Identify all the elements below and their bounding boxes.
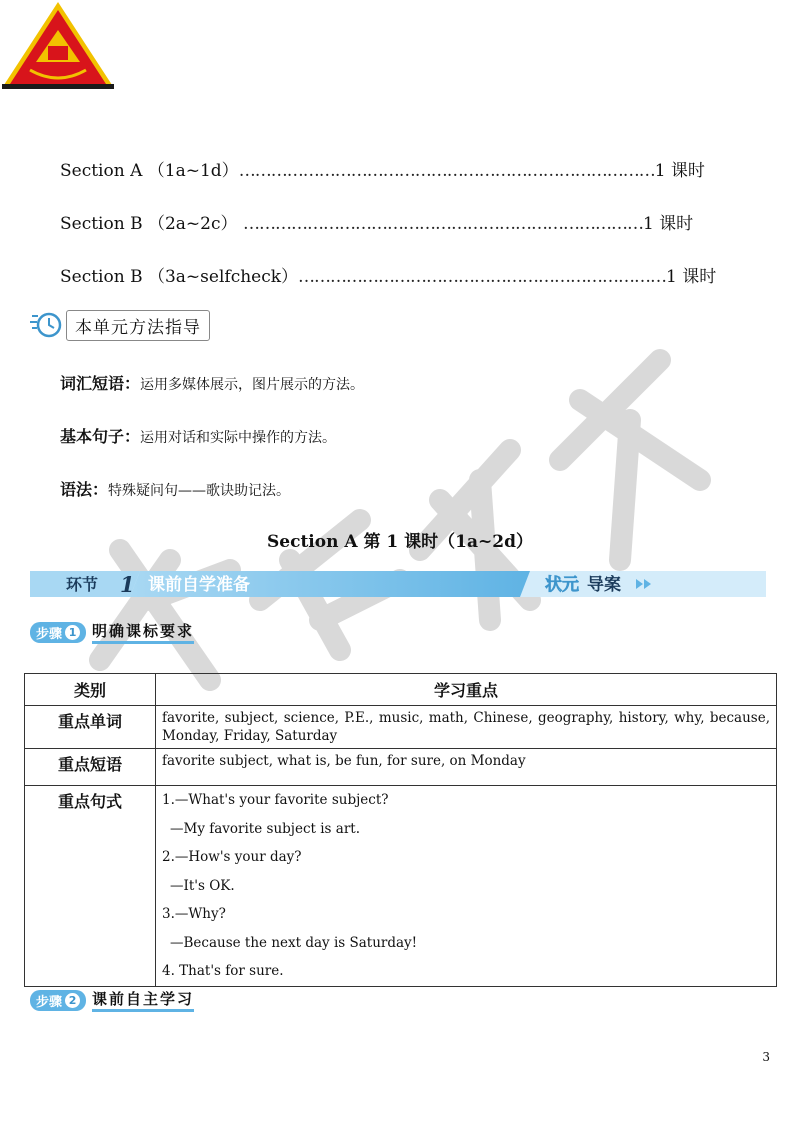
table-row bbox=[25, 749, 777, 786]
step-text: 课前自主学习 bbox=[92, 988, 194, 1012]
table-header: 类别 bbox=[25, 674, 156, 706]
toc-section: Section A bbox=[60, 161, 143, 181]
toc-leader: ………………………………………………………………… bbox=[242, 214, 643, 234]
toc-section: Section B bbox=[60, 214, 143, 234]
section-title: Section A 第 1 课时（1a~2d） bbox=[267, 532, 533, 552]
table-row bbox=[25, 786, 777, 987]
clock-icon bbox=[30, 310, 64, 340]
step-label: 步骤 bbox=[36, 626, 63, 642]
banner-right-a: 状元 bbox=[545, 575, 579, 595]
table-cell: favorite, subject, science, P.E., music, math, Chinese, geography, history, why, because, Monday, Friday, Saturday bbox=[156, 706, 777, 749]
toc-hours: 1 课时 bbox=[642, 214, 694, 234]
step-heading bbox=[30, 989, 194, 1011]
page-number: 3 bbox=[762, 1050, 770, 1064]
method-item bbox=[60, 424, 336, 447]
method-label: 基本句子： bbox=[60, 427, 141, 446]
table-category: 重点句式 bbox=[25, 786, 156, 987]
sentence-line: 2.—How's your day? bbox=[162, 849, 302, 865]
sentence-line: 3.—Why? bbox=[162, 906, 226, 922]
banner-number: 1 bbox=[120, 572, 135, 597]
toc-line bbox=[60, 262, 716, 287]
toc-range: （2a~2c） bbox=[147, 214, 238, 234]
step-number: 1 bbox=[65, 625, 80, 640]
toc-hours: 1 课时 bbox=[654, 161, 705, 181]
study-table bbox=[24, 673, 777, 987]
toc-range: （3a~selfcheck） bbox=[147, 267, 299, 287]
step-text: 明确课标要求 bbox=[92, 620, 194, 644]
method-text: 运用多媒体展示，图片展示的方法。 bbox=[140, 377, 365, 393]
method-item bbox=[60, 371, 364, 394]
banner-title: 课前自学准备 bbox=[148, 575, 250, 595]
method-heading bbox=[30, 310, 210, 340]
table-category: 重点短语 bbox=[25, 749, 156, 786]
step-label: 步骤 bbox=[36, 994, 63, 1010]
toc-leader: …………………………………………………………………… bbox=[238, 161, 655, 181]
method-item bbox=[60, 477, 290, 500]
step-pill bbox=[30, 990, 86, 1011]
sentence-line: —It's OK. bbox=[170, 877, 235, 894]
school-logo bbox=[0, 0, 116, 90]
step-number: 2 bbox=[65, 993, 80, 1008]
sentence-line: 4. That's for sure. bbox=[162, 963, 284, 979]
table-cell: favorite subject, what is, be fun, for sure, on Monday bbox=[156, 749, 777, 786]
toc-leader: …………………………………………………………… bbox=[298, 267, 667, 287]
toc-line bbox=[60, 156, 705, 181]
table-header: 学习重点 bbox=[156, 674, 777, 706]
step-heading bbox=[30, 621, 194, 643]
banner-right-b: 导案 bbox=[587, 575, 621, 595]
step-pill bbox=[30, 622, 86, 643]
table-cell bbox=[156, 786, 777, 987]
method-heading-label: 本单元方法指导 bbox=[66, 310, 210, 341]
toc-range: （1a~1d） bbox=[147, 161, 239, 181]
table-header-row bbox=[25, 674, 777, 706]
stage-banner bbox=[30, 571, 766, 597]
sentence-line: —Because the next day is Saturday! bbox=[170, 934, 418, 951]
toc-section: Section B bbox=[60, 267, 143, 287]
table-row bbox=[25, 706, 777, 749]
table-category: 重点单词 bbox=[25, 706, 156, 749]
banner-prefix: 环节 bbox=[66, 575, 99, 594]
toc-hours: 1 课时 bbox=[666, 267, 717, 287]
method-text: 运用对话和实际中操作的方法。 bbox=[140, 430, 337, 446]
method-label: 词汇短语： bbox=[60, 374, 141, 393]
method-text: 特殊疑问句——歌诀助记法。 bbox=[108, 483, 291, 499]
sentence-line: —My favorite subject is art. bbox=[170, 820, 360, 837]
method-label: 语法： bbox=[60, 480, 109, 499]
sentence-line: 1.—What's your favorite subject? bbox=[162, 792, 389, 808]
toc-line bbox=[60, 209, 693, 234]
